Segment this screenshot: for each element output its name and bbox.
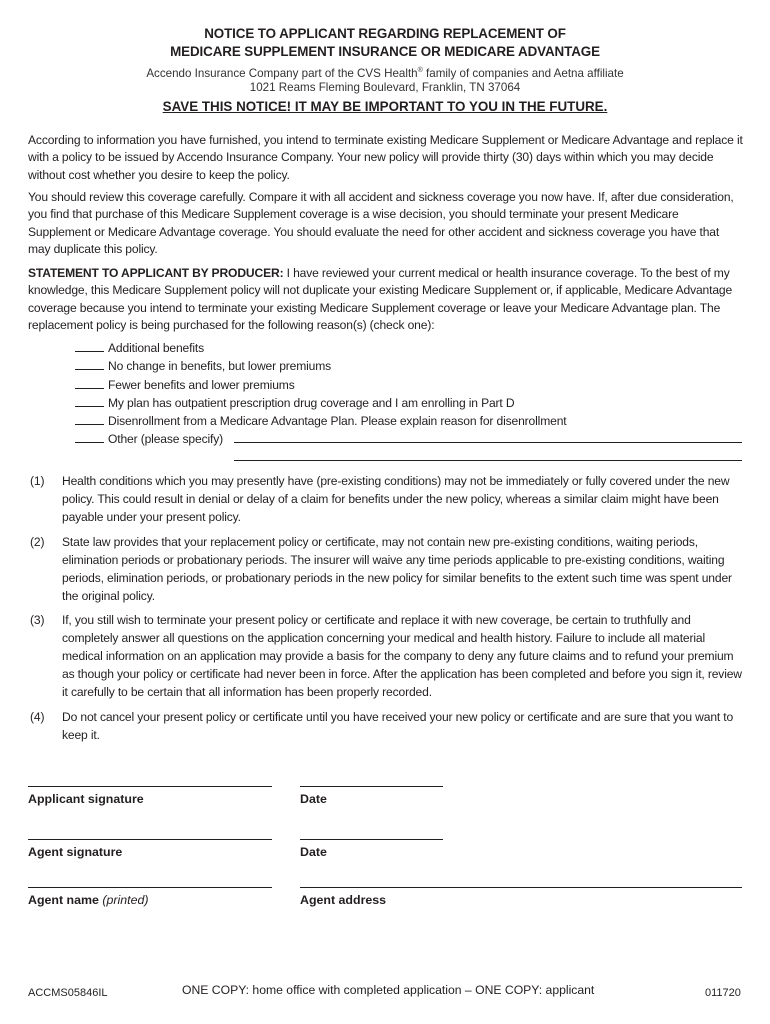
agent-name-line[interactable] <box>28 887 272 888</box>
reason-item <box>75 376 745 394</box>
item-text: State law provides that your replacement policy or certificate, may not contain new pre-existing conditions, waiting periods, elimination periods or probationary periods. The insurer will waive any time periods applicable to pre-existing conditions, waiting periods, elimination periods, or probationary periods in the new policy for similar benefits to the extent such time was spent under the original policy. <box>62 535 732 604</box>
form-title-line2: MEDICARE SUPPLEMENT INSURANCE OR MEDICARE ADVANTAGE <box>170 44 600 59</box>
applicant-date-label: Date <box>300 792 327 806</box>
reason-label: Disenrollment from a Medicare Advantage Plan. Please explain reason for disenrollment <box>108 414 567 429</box>
item-number: (2) <box>30 535 45 549</box>
producer-statement-text: I have reviewed your current medical or health insurance coverage. To the best of my knowledge, this Medicare Supplement policy will not duplicate your existing Medicare Supplement or, if applicable, Medicare Advantage coverage because you intend to terminate your existing Medicare Supplement coverage or leave your Medicare Advantage plan. The replacement policy is being purchased for the following reason(s) (check one): <box>28 266 733 333</box>
agent-name-text: Agent name <box>28 893 99 907</box>
agent-address-line[interactable] <box>300 887 742 888</box>
numbered-item <box>28 611 744 701</box>
reason-label: Other (please specify) <box>108 432 223 447</box>
registered-mark: ® <box>417 67 423 74</box>
reason-item <box>75 412 745 430</box>
agent-date-label: Date <box>300 845 327 859</box>
agent-signature-line[interactable] <box>28 839 272 840</box>
item-number: (4) <box>30 710 45 724</box>
agent-address-label: Agent address <box>300 893 387 907</box>
intro-paragraph: According to information you have furnished, you intend to terminate existing Medicare Supplement or Medicare Advantage and replace it with a policy to be issued by Accendo Insurance Company. Your new policy will provide thirty (30) days within which you may decide without cost whether you desire to keep the policy. <box>28 133 743 182</box>
reason-check-blank[interactable] <box>75 377 104 389</box>
reason-item <box>75 430 745 448</box>
applicant-signature-line[interactable] <box>28 786 272 787</box>
agent-name-label <box>28 892 149 908</box>
reason-item <box>75 357 745 375</box>
item-text: Health conditions which you may presently have (pre-existing conditions) may not be immediately or fully covered under the new policy. This could result in denial or delay of a claim for benefits under the new policy, whereas a similar claim might have been payable under your present policy. <box>62 474 730 525</box>
reason-label: My plan has outpatient prescription drug coverage and I am enrolling in Part D <box>108 395 515 410</box>
reason-label: Fewer benefits and lower premiums <box>108 377 295 392</box>
reason-check-blank[interactable] <box>75 431 104 443</box>
reason-label: No change in benefits, but lower premiums <box>108 359 332 374</box>
reason-check-blank[interactable] <box>75 413 104 425</box>
reason-list <box>75 339 745 449</box>
producer-statement-label: STATEMENT TO APPLICANT BY PRODUCER: <box>28 266 284 280</box>
item-number: (1) <box>30 474 45 488</box>
agent-name-note: (printed) <box>102 893 149 907</box>
copy-distribution: ONE COPY: home office with completed application – ONE COPY: applicant <box>182 983 595 997</box>
company-name: Accendo Insurance Company part of the CVS Health <box>146 66 418 80</box>
save-notice: SAVE THIS NOTICE! IT MAY BE IMPORTANT TO YOU IN THE FUTURE. <box>162 99 608 114</box>
review-paragraph: You should review this coverage carefully. Compare it with all accident and sickness coverage you now have. If, after due consideration, you find that purchase of this Medicare Supplement coverage is a wise decision, you should terminate your present Medicare Supplement or Medicare Advantage coverage. You should evaluate the need for other accident and sickness coverage you have that may duplicate this policy. <box>28 190 734 257</box>
other-specify-line[interactable] <box>234 442 742 443</box>
reason-item <box>75 394 745 412</box>
producer-statement <box>28 265 744 335</box>
numbered-item <box>28 708 744 744</box>
form-title-line1: NOTICE TO APPLICANT REGARDING REPLACEMENT OF <box>204 26 566 41</box>
reason-label: Additional benefits <box>108 341 204 355</box>
form-date-code: 011720 <box>705 987 741 999</box>
form-code: ACCMS05846IL <box>28 987 108 999</box>
item-number: (3) <box>30 613 45 627</box>
agent-signature-label: Agent signature <box>28 845 123 859</box>
reason-check-blank[interactable] <box>75 358 104 370</box>
reason-check-blank[interactable] <box>75 395 104 407</box>
numbered-item <box>28 472 744 526</box>
reason-item <box>75 339 745 357</box>
item-text: Do not cancel your present policy or certificate until you have received your new policy or certificate and are sure that you want to keep it. <box>62 710 734 743</box>
applicant-signature-label: Applicant signature <box>28 792 144 806</box>
numbered-item <box>28 533 744 605</box>
item-text: If, you still wish to terminate your present policy or certificate and replace it with new coverage, be certain to truthfully and completely answer all questions on the application concerning your medical and health history. Failure to include all material medical information on an application may provide a basis for the company to deny any future claims and to refund your premium as though your policy or certificate had never been in force. After the application has been completed and before you sign it, review it carefully to be certain that all information has been properly recorded. <box>62 613 742 700</box>
reason-check-blank[interactable] <box>75 340 104 352</box>
agent-date-line[interactable] <box>300 839 443 840</box>
other-specify-line-2[interactable] <box>234 460 742 461</box>
company-address: 1021 Reams Fleming Boulevard, Franklin, TN 37064 <box>249 81 521 94</box>
applicant-date-line[interactable] <box>300 786 443 787</box>
company-affiliation: family of companies and Aetna affiliate <box>422 66 624 80</box>
